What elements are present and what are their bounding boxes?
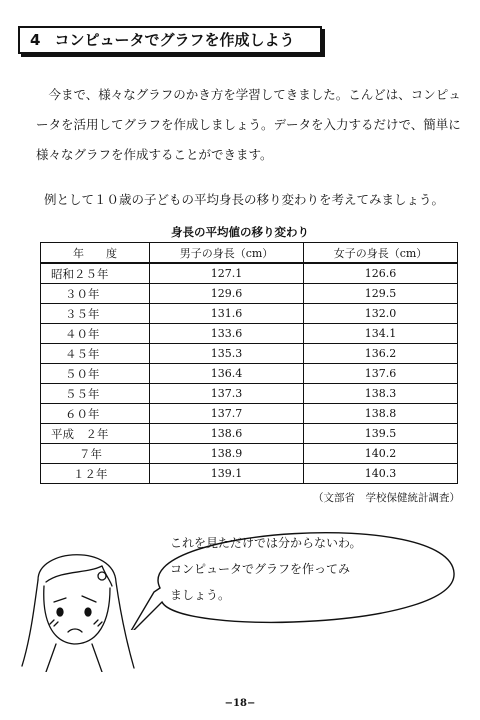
boys-cell: 138.9 [150,444,304,464]
girls-cell: 138.8 [304,404,458,424]
boys-cell: 137.3 [150,384,304,404]
girls-cell: 140.2 [304,444,458,464]
table-row [41,304,458,324]
girls-cell: 134.1 [304,324,458,344]
boys-cell: 138.6 [150,424,304,444]
table-row [41,364,458,384]
speech-line: これを見ただけでは分からないわ。 [170,536,362,550]
boys-cell: 136.4 [150,364,304,384]
year-cell: ４５年 [41,344,150,364]
speech-line: コンピュータでグラフを作ってみ [170,562,351,576]
intro-paragraph: 今まで、様々なグラフのかき方を学習してきました。こんどは、コンピュータを活用してグラフを作成しましょう。データを入力するだけで、簡単に様々なグラフを作成することができます。 [36,87,461,162]
page-number: −18− [224,698,256,709]
year-cell: ３５年 [41,304,150,324]
girls-cell: 126.6 [304,263,458,284]
section-title: コンピュータでグラフを作成しよう [54,31,295,49]
boys-cell: 131.6 [150,304,304,324]
boys-cell: 127.1 [150,263,304,284]
table-source: （文部省 学校保健統計調査） [313,492,460,504]
year-cell: ７年 [41,444,150,464]
girls-cell: 132.0 [304,304,458,324]
boys-cell: 133.6 [150,324,304,344]
boys-cell: 139.1 [150,464,304,484]
section-number: 4 [30,31,41,49]
header-boys-height: 男子の身長（cm） [150,243,304,264]
year-cell: ６０年 [41,404,150,424]
year-cell: ５０年 [41,364,150,384]
header-girls-height: 女子の身長（cm） [304,243,458,264]
girls-cell: 138.3 [304,384,458,404]
girls-cell: 129.5 [304,284,458,304]
year-cell: １２年 [41,464,150,484]
header-year: 年 度 [41,243,150,264]
girl-illustration [16,540,136,672]
boys-cell: 137.7 [150,404,304,424]
height-table [40,242,458,484]
boys-cell: 129.6 [150,284,304,304]
year-cell: 平成 ２年 [41,424,150,444]
speech-line: ましょう。 [170,588,231,602]
table-row [41,344,458,364]
table-row [41,464,458,484]
table-caption: 身長の平均値の移り変わり [171,225,309,239]
table-row [41,424,458,444]
example-paragraph: 例として１０歳の子どもの平均身長の移り変わりを考えてみましょう。 [44,192,445,207]
year-cell: 昭和２５年 [41,263,150,284]
table-header-row [41,243,458,264]
girls-cell: 140.3 [304,464,458,484]
girls-cell: 136.2 [304,344,458,364]
year-cell: ３０年 [41,284,150,304]
table-row [41,404,458,424]
year-cell: ５５年 [41,384,150,404]
girls-cell: 139.5 [304,424,458,444]
girls-cell: 137.6 [304,364,458,384]
table-row [41,324,458,344]
section-heading [18,26,322,54]
table-row [41,384,458,404]
table-row [41,263,458,284]
year-cell: ４０年 [41,324,150,344]
table-row [41,284,458,304]
speech-text [170,530,440,608]
table-row [41,444,458,464]
boys-cell: 135.3 [150,344,304,364]
